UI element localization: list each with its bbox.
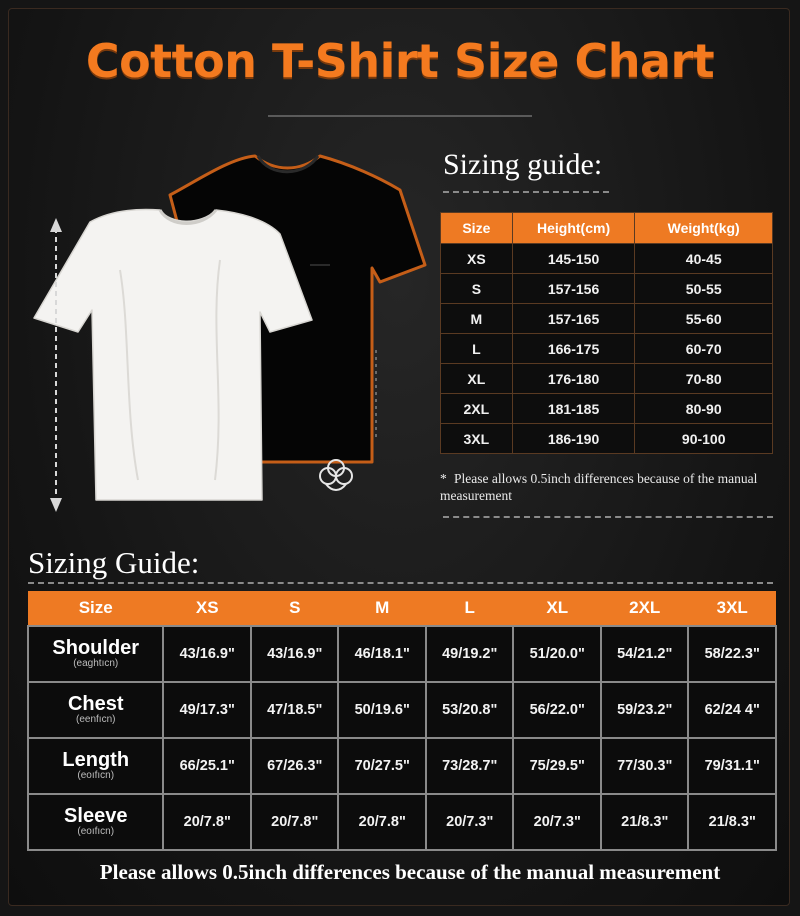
column-header: M xyxy=(338,591,426,626)
value-cell: 20/7.3" xyxy=(426,794,514,850)
size-cell: XL xyxy=(441,364,513,394)
height-cell: 186-190 xyxy=(512,424,635,454)
value-cell: 77/30.3" xyxy=(601,738,689,794)
column-header: Size xyxy=(28,591,163,626)
footer-note: Please allows 0.5inch differences because of the manual measurement xyxy=(99,860,721,884)
table-row xyxy=(28,626,776,682)
column-header: 3XL xyxy=(688,591,776,626)
table-row xyxy=(441,364,773,394)
height-cell: 157-165 xyxy=(512,304,635,334)
value-cell: 20/7.3" xyxy=(513,794,601,850)
table-row xyxy=(441,244,773,274)
table-row xyxy=(441,424,773,454)
value-cell: 56/22.0" xyxy=(513,682,601,738)
height-weight-table xyxy=(440,212,773,454)
value-cell: 46/18.1" xyxy=(338,626,426,682)
cotton-flower-icon xyxy=(320,460,352,490)
row-label-sub: (eoıfıcn) xyxy=(77,826,115,837)
column-header: Height(cm) xyxy=(512,213,635,244)
value-cell: 70/27.5" xyxy=(338,738,426,794)
value-cell: 49/19.2" xyxy=(426,626,514,682)
value-cell: 47/18.5" xyxy=(251,682,339,738)
column-header: XS xyxy=(163,591,251,626)
value-cell: 21/8.3" xyxy=(688,794,776,850)
weight-cell: 50-55 xyxy=(635,274,773,304)
height-cell: 181-185 xyxy=(512,394,635,424)
measurement-note xyxy=(440,470,785,504)
measurement-table xyxy=(27,591,777,851)
table-row xyxy=(441,274,773,304)
sizing-guide-heading-large: Sizing Guide: xyxy=(28,545,200,580)
table-header-row xyxy=(441,213,773,244)
column-header: Size xyxy=(441,213,513,244)
value-cell: 51/20.0" xyxy=(513,626,601,682)
size-cell: M xyxy=(441,304,513,334)
height-cell: 166-175 xyxy=(512,334,635,364)
size-cell: S xyxy=(441,274,513,304)
column-header: S xyxy=(251,591,339,626)
value-cell: 54/21.2" xyxy=(601,626,689,682)
weight-cell: 55-60 xyxy=(635,304,773,334)
table-header-row xyxy=(28,591,776,626)
value-cell: 67/26.3" xyxy=(251,738,339,794)
large-heading-dash-divider xyxy=(28,582,773,584)
row-label xyxy=(28,626,163,682)
table-row xyxy=(441,394,773,424)
value-cell: 53/20.8" xyxy=(426,682,514,738)
note-asterisk: * xyxy=(440,471,447,486)
value-cell: 62/24 4" xyxy=(688,682,776,738)
weight-cell: 40-45 xyxy=(635,244,773,274)
table-row xyxy=(28,738,776,794)
column-header: L xyxy=(426,591,514,626)
weight-cell: 60-70 xyxy=(635,334,773,364)
column-header: 2XL xyxy=(601,591,689,626)
row-label-text: Length xyxy=(62,749,130,771)
table-row xyxy=(441,334,773,364)
weight-cell: 90-100 xyxy=(635,424,773,454)
row-label xyxy=(28,738,163,794)
weight-cell: 70-80 xyxy=(635,364,773,394)
value-cell: 75/29.5" xyxy=(513,738,601,794)
height-cell: 176-180 xyxy=(512,364,635,394)
value-cell: 21/8.3" xyxy=(601,794,689,850)
heading-dash-divider xyxy=(443,191,609,193)
title-divider xyxy=(268,115,532,117)
column-header: Weight(kg) xyxy=(635,213,773,244)
value-cell: 43/16.9" xyxy=(251,626,339,682)
value-cell: 66/25.1" xyxy=(163,738,251,794)
column-header: XL xyxy=(513,591,601,626)
height-cell: 157-156 xyxy=(512,274,635,304)
table-row xyxy=(28,682,776,738)
row-label xyxy=(28,682,163,738)
size-cell: 3XL xyxy=(441,424,513,454)
double-arrow-icon xyxy=(50,218,62,512)
value-cell: 43/16.9" xyxy=(163,626,251,682)
row-label-text: Chest xyxy=(67,693,124,715)
row-label-sub: (eenfıcn) xyxy=(76,714,116,725)
size-cell: L xyxy=(441,334,513,364)
size-cell: 2XL xyxy=(441,394,513,424)
value-cell: 59/23.2" xyxy=(601,682,689,738)
sizing-guide-heading: Sizing guide: xyxy=(443,148,603,181)
tshirt-illustration xyxy=(20,150,440,530)
row-label-text: Shoulder xyxy=(52,637,140,659)
row-label-sub: (eoıfıcn) xyxy=(77,770,115,781)
table-row xyxy=(28,794,776,850)
value-cell: 50/19.6" xyxy=(338,682,426,738)
row-label-sub: (eaghtıcn) xyxy=(73,658,119,669)
value-cell: 20/7.8" xyxy=(251,794,339,850)
value-cell: 20/7.8" xyxy=(338,794,426,850)
note-text: Please allows 0.5inch differences because of the manual measurement xyxy=(440,471,758,503)
size-cell: XS xyxy=(441,244,513,274)
row-label xyxy=(28,794,163,850)
table-row xyxy=(441,304,773,334)
weight-cell: 80-90 xyxy=(635,394,773,424)
value-cell: 49/17.3" xyxy=(163,682,251,738)
value-cell: 73/28.7" xyxy=(426,738,514,794)
note-dash-divider xyxy=(443,516,773,518)
row-label-text: Sleeve xyxy=(64,805,128,827)
page-title: Cotton T-Shirt Size Chart xyxy=(85,34,715,88)
value-cell: 20/7.8" xyxy=(163,794,251,850)
height-cell: 145-150 xyxy=(512,244,635,274)
value-cell: 79/31.1" xyxy=(688,738,776,794)
value-cell: 58/22.3" xyxy=(688,626,776,682)
